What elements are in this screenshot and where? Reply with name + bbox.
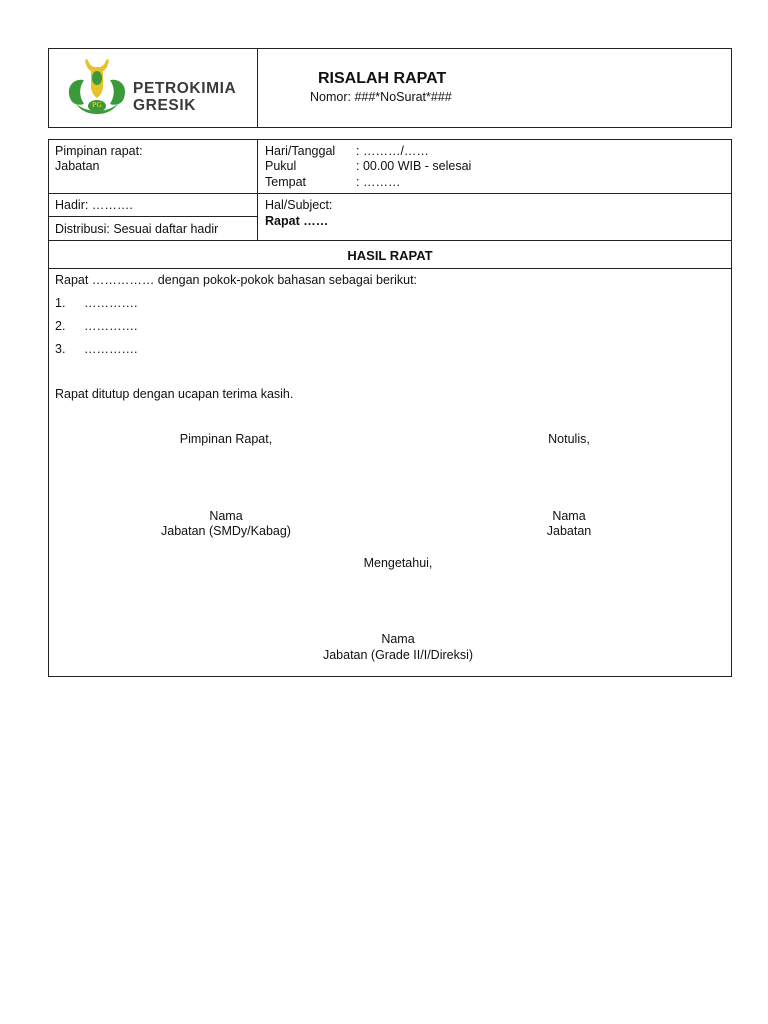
- hasil-intro: Rapat …………… dengan pokok-pokok bahasan sebagai berikut:: [55, 273, 418, 287]
- distribusi-field: Distribusi: Sesuai daftar hadir: [55, 222, 219, 236]
- left-signature-title: Jabatan (SMDy/Kabag): [161, 524, 291, 538]
- header-divider: [257, 48, 258, 128]
- form-box: [48, 139, 732, 677]
- info-divider: [257, 139, 258, 240]
- info-bottom-border: [48, 240, 732, 241]
- center-signature-name: Nama: [381, 632, 415, 646]
- hari-value: : ………/……: [356, 144, 429, 158]
- company-name-line2: GRESIK: [133, 97, 197, 114]
- pukul-label: Pukul: [265, 159, 297, 173]
- info-row-separator: [48, 193, 732, 194]
- pukul-value: : 00.00 WIB - selesai: [356, 159, 472, 173]
- tempat-value: : ………: [356, 175, 401, 189]
- company-logo: [66, 56, 128, 120]
- hasil-heading-bottom-border: [48, 268, 732, 269]
- page-title: RISALAH RAPAT: [318, 70, 447, 87]
- hari-label: Hari/Tanggal: [265, 144, 336, 158]
- closing-text: Rapat ditutup dengan ucapan terima kasih.: [55, 387, 294, 401]
- hadir-distribusi-separator: [48, 216, 257, 217]
- pimpinan-label: Pimpinan rapat:: [55, 144, 143, 158]
- document-number: Nomor: ###*NoSurat*###: [310, 90, 452, 104]
- center-signature-title: Jabatan (Grade II/I/Direksi): [322, 648, 474, 662]
- list-item-text: ………….: [84, 296, 138, 310]
- list-item-number: 1.: [55, 296, 66, 310]
- left-signature-name: Nama: [209, 509, 243, 523]
- hal-subject-label: Hal/Subject:: [265, 198, 333, 212]
- left-signature-role: Pimpinan Rapat,: [179, 432, 273, 446]
- tempat-label: Tempat: [265, 175, 306, 189]
- right-signature-title: Jabatan: [546, 524, 592, 538]
- right-signature-role: Notulis,: [548, 432, 590, 446]
- hasil-rapat-heading: HASIL RAPAT: [347, 248, 433, 263]
- hal-subject-value: Rapat ……: [265, 214, 329, 228]
- bull-emblem-icon: [66, 56, 128, 120]
- center-signature-role: Mengetahui,: [363, 556, 433, 570]
- hadir-field: Hadir: ……….: [55, 198, 133, 212]
- list-item-text: ………….: [84, 342, 138, 356]
- pimpinan-jabatan: Jabatan: [55, 159, 100, 173]
- list-item-text: ………….: [84, 319, 138, 333]
- logo-badge-text: PG: [92, 101, 102, 109]
- list-item-number: 2.: [55, 319, 66, 333]
- company-name-line1: PETROKIMIA: [133, 80, 237, 97]
- list-item-number: 3.: [55, 342, 66, 356]
- right-signature-name: Nama: [552, 509, 586, 523]
